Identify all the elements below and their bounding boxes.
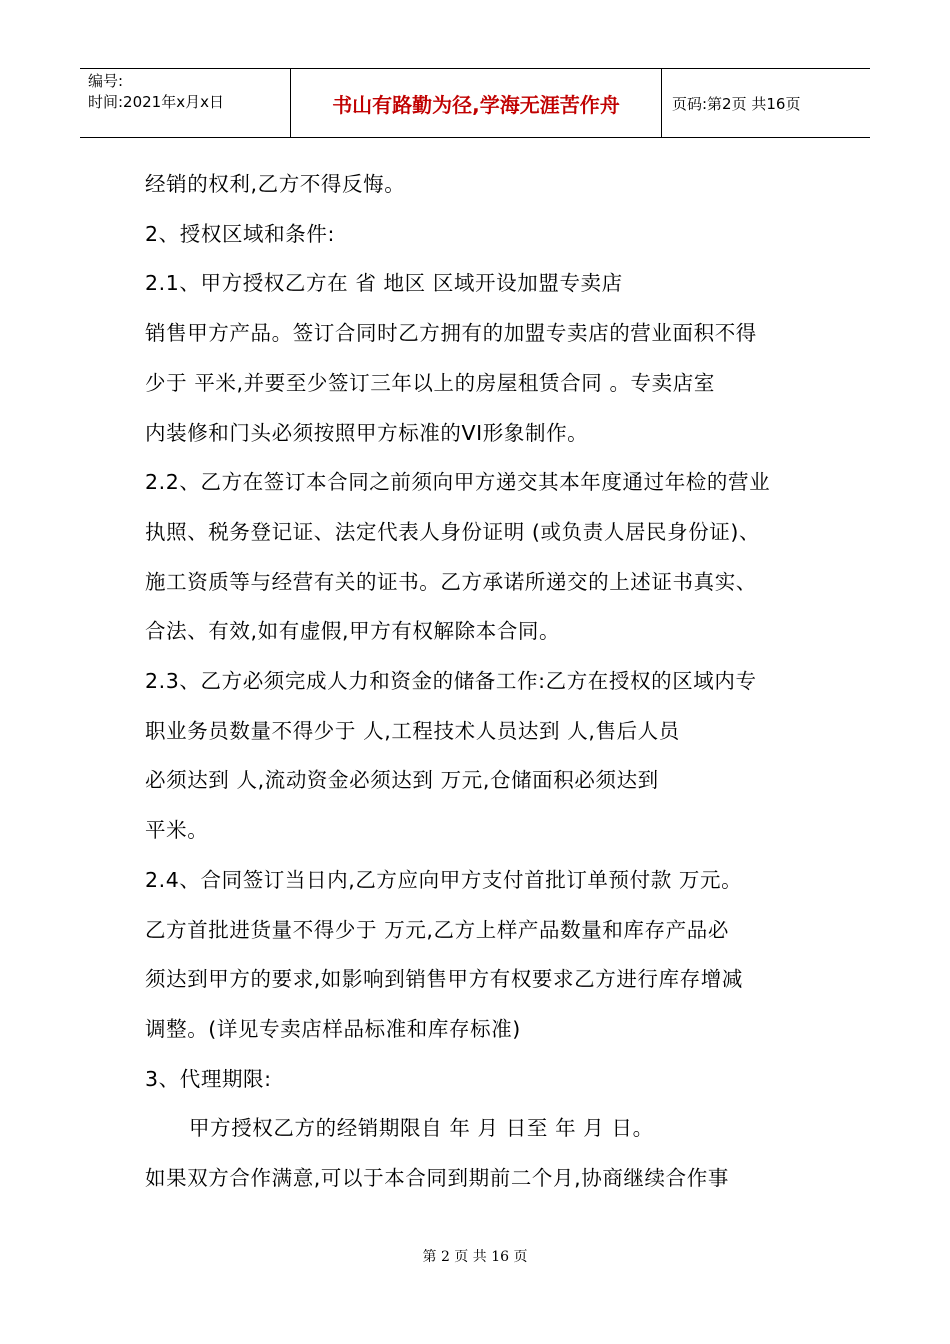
header-page-info: 页码:第2页 共16页	[672, 94, 801, 113]
page-footer: 第 2 页 共 16 页	[422, 1249, 528, 1265]
body-line: 2.2、乙方在签订本合同之前须向甲方递交其本年度通过年检的营业	[145, 470, 771, 495]
body-line: 必须达到 人,流动资金必须达到 万元,仓储面积必须达到	[145, 768, 659, 793]
body-line: 如果双方合作满意,可以于本合同到期前二个月,协商继续合作事	[145, 1166, 729, 1191]
body-line: 2.1、甲方授权乙方在 省 地区 区域开设加盟专卖店	[145, 271, 623, 296]
header-table	[80, 68, 870, 138]
section-heading: 3、代理期限:	[145, 1066, 272, 1091]
body-line: 2.4、合同签订当日内,乙方应向甲方支付首批订单预付款 万元。	[145, 867, 743, 892]
body-line: 职业务员数量不得少于 人,工程技术人员达到 人,售后人员	[145, 718, 680, 743]
body-line: 甲方授权乙方的经销期限自 年 月 日至 年 月 日。	[189, 1116, 654, 1141]
section-heading: 2、授权区域和条件:	[145, 221, 335, 246]
document-body	[145, 160, 825, 1204]
body-line: 执照、税务登记证、法定代表人身份证明 (或负责人居民身份证)、	[145, 519, 761, 544]
body-line: 须达到甲方的要求,如影响到销售甲方有权要求乙方进行库存增减	[145, 967, 743, 992]
body-line: 内装修和门头必须按照甲方标准的VI形象制作。	[145, 420, 589, 445]
body-line: 2.3、乙方必须完成人力和资金的储备工作:乙方在授权的区域内专	[145, 669, 757, 694]
body-line: 合法、有效,如有虚假,甲方有权解除本合同。	[145, 619, 561, 644]
header-meta	[80, 69, 290, 137]
number-label: 编号:	[88, 72, 124, 90]
body-line: 调整。(详见专卖店样品标准和库存标准)	[145, 1016, 521, 1041]
body-line: 少于 平米,并要至少签订三年以上的房屋租赁合同 。专卖店室	[145, 370, 715, 395]
body-line: 平米。	[145, 818, 209, 843]
body-line: 施工资质等与经营有关的证书。乙方承诺所递交的上述证书真实、	[145, 569, 757, 594]
body-line: 乙方首批进货量不得少于 万元,乙方上样产品数量和库存产品必	[145, 917, 729, 942]
header-motto: 书山有路勤为径,学海无涯苦作舟	[290, 69, 662, 137]
body-line: 经销的权利,乙方不得反悔。	[145, 172, 406, 196]
time-label: 时间:2021年x月x日	[88, 93, 224, 111]
body-line: 销售甲方产品。签订合同时乙方拥有的加盟专卖店的营业面积不得	[145, 321, 757, 346]
